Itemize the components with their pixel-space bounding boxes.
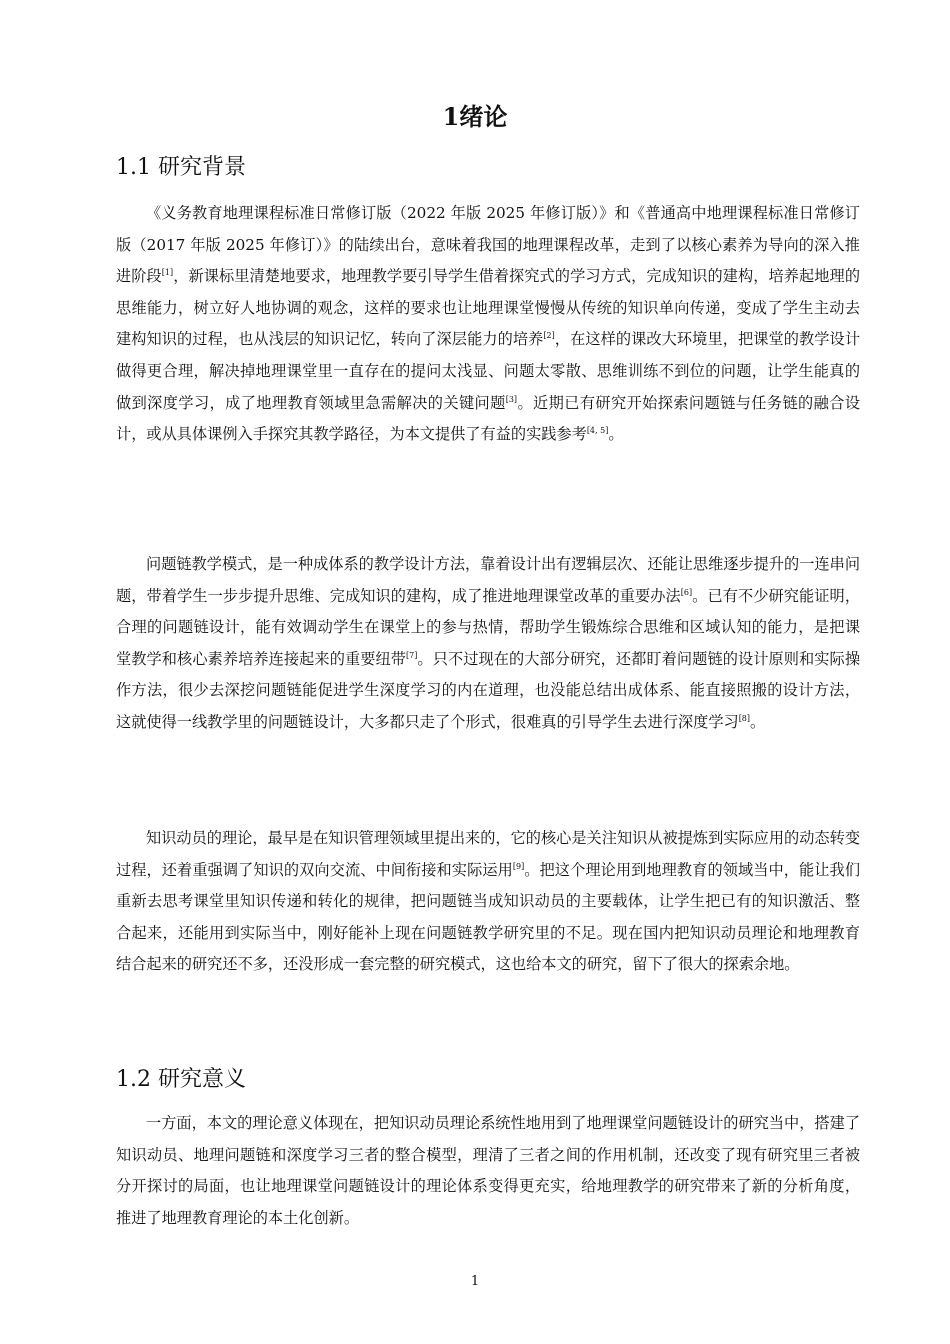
paragraph-text: 。只不过现在的大部分研究，还都盯着问题链的设计原则和实际操作方法，很少去深挖问题链能促进学生深度学习的内在道理，也没能总结出成体系、能直接照搬的设计方法，这就使得一线教学里的问题链设计，大多都只走了个形式，很难真的引导学生去进行深度学习 [116,649,861,731]
page-number: 1 [470,1274,480,1289]
section-title-background: 1.1 研究背景 [116,155,246,180]
paragraph-text: ，新课标里清楚地要求，地理教学要引导学生借着探究式的学习方式，完成知识的建构，培养起地理的思维能力，树立好人地协调的观念，这样的要求也让地理课堂慢慢从传统的知识单向传递，变成了学生主动去建构知识的过程，也从浅层的知识记忆，转向了深层能力的培养 [116,267,861,349]
paragraph-text: ，在这样的课改大环境里，把课堂的教学设计做得更合理，解决掉地理课堂里一直存在的提问太浅显、问题太零散、思维训练不到位的问题，让学生能真的做到深度学习，成了地理教育领域里急需解决的关键问题 [116,330,861,412]
paragraph-text: 。已有不少研究能证明，合理的问题链设计，能有效调动学生在课堂上的参与热情，帮助学生锻炼综合思维和区域认知的能力，是把课堂教学和核心素养培养连接起来的重要纽带 [116,586,861,668]
paragraph-text: 知识动员的理论，最早是在知识管理领域里提出来的，它的核心是关注知识从被提炼到实际应用的动态转变过程，还着重强调了知识的双向交流、中间衔接和实际运用 [116,829,860,879]
paragraph-text: 。 [608,425,624,444]
citation-ref: [9] [512,861,525,871]
paragraph-background-2 [116,549,860,739]
paragraph-background-3 [116,823,860,981]
citation-ref: [7] [406,650,418,660]
paragraph-background-1 [116,198,860,451]
paragraph-text: 。 [750,712,766,731]
section-title-significance: 1.2 研究意义 [116,1067,246,1092]
paragraph-text: 一方面，本文的理论意义体现在，把知识动员理论系统性地用到了地理课堂问题链设计的研究当中，搭建了知识动员、地理问题链和深度学习三者的整合模型，理清了三者之间的作用机制，还改变了现有研究里三者被分开探讨的局面，也让地理课堂问题链设计的理论体系变得更充实，给地理教学的研究带来了新的分析角度，推进了地理教育理论的本土化创新。 [116,1114,860,1227]
citation-ref: [1] [161,268,174,278]
citation-ref: [4, 5] [586,426,609,436]
citation-ref: [6] [680,587,693,597]
paragraph-significance-1 [116,1108,860,1234]
citation-ref: [2] [543,331,555,341]
citation-ref: [8] [738,713,751,723]
paragraph-text: 。把这个理论用到地理教育的领域当中，能让我们重新去思考课堂里知识传递和转化的规律，把问题链当成知识动员的主要载体，让学生把已有的知识激活、整合起来，还能用到实际当中，刚好能补上现在问题链教学研究里的不足。现在国内把知识动员理论和地理教育结合起来的研究还不多，还没形成一套完整的研究模式，这也给本文的研究，留下了很大的探索余地。 [116,860,861,974]
paragraph-text: 问题链教学模式，是一种成体系的教学设计方法，靠着设计出有逻辑层次、还能让思维逐步提升的一连串问题，带着学生一步步提升思维、完成知识的建构，成了推进地理课堂改革的重要办法 [116,555,860,605]
chapter-title: 1绪论 [442,102,508,131]
citation-ref: [3] [505,394,518,404]
paragraph-text: 《义务教育地理课程标准日常修订版（2022 年版 2025 年修订版）》和《普通高中地理课程标准日常修订版（2017 年版 2025 年修订）》的陆续出台，意味着我国的地理课程改革，走到了以核心素养为导向的深入推进阶段 [116,204,860,286]
paragraph-text: 。近期已有研究开始探索问题链与任务链的融合设计，或从具体课例入手探究其教学路径，为本文提供了有益的实践参考 [116,393,861,444]
